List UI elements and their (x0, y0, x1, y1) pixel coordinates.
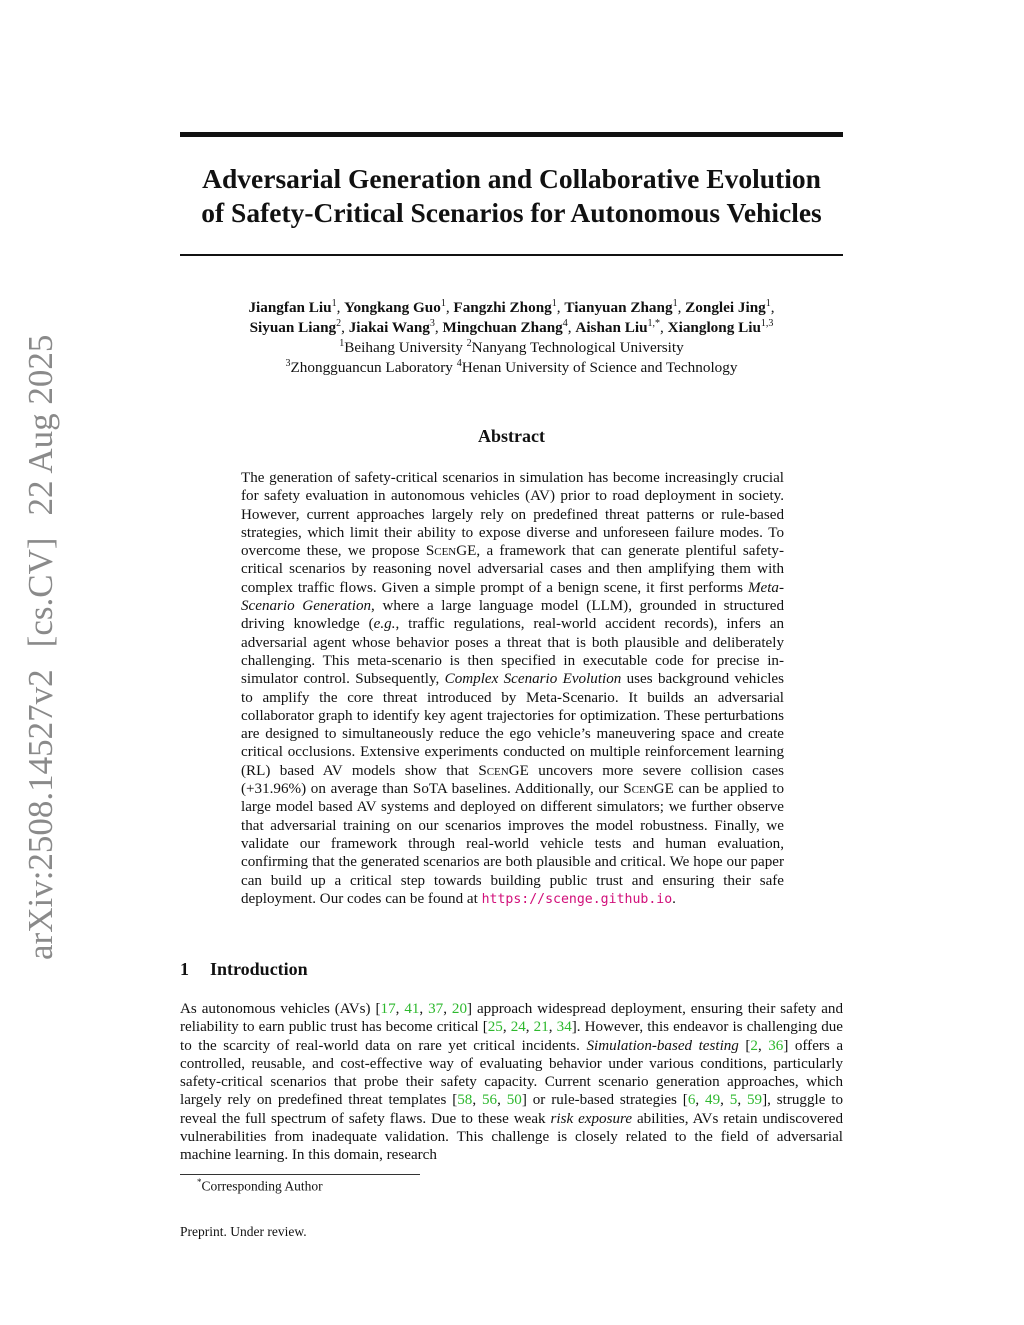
author-row-1: Jiangfan Liu$^1$, Yongkang Guo$^1$, Fangzhi Zhong$^1$, Tianyuan Zhang$^1$, Zonglei Jing$^1$, (248, 297, 775, 316)
emphasis-simulation-based-testing: Simulation-based testing (586, 1037, 739, 1054)
abstract-fragment: uses background vehicles to amplify the core threat introduced by Meta-Scenario. It builds an adversarial collaborator graph to identify key agent trajectories for optimization. These perturbations are designed to simultaneously reduce the ego vehicle’s maneuvering space and create critical occlusions. Extensive experiments conducted on multiple reinforcement learning (RL) based AV models show that (241, 671, 784, 779)
preprint-notice: Preprint. Under review. (180, 1224, 307, 1239)
citation-link[interactable]: 41 (404, 1001, 420, 1017)
citation-link[interactable]: 2 (750, 1037, 758, 1054)
author-name: Jiakai Wang (348, 319, 430, 336)
abstract-fragment: can be applied to large model based AV systems and deployed on different simulators; we further observe that adversarial training on our scenarios improves the model robustness. Finally, we validate our framework through real-world vehicle tests and human evaluation, confirming that the generated scenarios are both plausible and critical. We hope our paper can build up a critical step towards building public trust and ensuring their safe deployment. Our codes can be found at (241, 781, 784, 907)
affiliation-mark: 3 (285, 357, 291, 369)
footnote-mark: * (197, 1177, 202, 1187)
abstract-fragment: The generation of safety-critical scenarios in simulation has become increasingly crucial for safety evaluation in autonomous vehicles (AV) prior to road deployment in society. However, current approaches largely rely on predefined threat patterns or rule-based strategies, which limit their ability to expose diverse and unforeseen failure modes. To overcome these, we propose (241, 470, 784, 560)
author-name: Yongkang Guo (344, 299, 441, 316)
introduction-text: As autonomous vehicles (AVs) [17, 41, 37, 20] approach widespread deployment, ensuring their safety and reliability to earn public trust has become critical [25, 24, 21, 34]. However, this endeavor is challenging due to the scarcity of real-world data on rare yet critical incidents. Simulation-based testing [2, 36] offers a controlled, reusable, and cost-effective way of evaluating behavior under various conditions, particularly safety-critical scenarios that probe their safety capacity. Current scenario generation approaches, which largely rely on predefined threat templates [58, 56, 50] or rule-based strategies [6, 49, 5, 59], struggle to reveal the full spectrum of safety flaws. Due to these weak risk exposure abilities, AVs retain undiscovered vulnerabilities from inadequate validation. This challenge is closely related to the field of adversarial machine learning. In this domain, research (180, 1001, 844, 1164)
citation-link[interactable]: 24 (510, 1019, 526, 1036)
title-line-1: Adversarial Generation and Collaborative Evolution (202, 163, 821, 194)
citation-link[interactable]: 56 (481, 1092, 498, 1109)
arxiv-sidebar-stamp (19, 334, 63, 960)
abstract-heading: Abstract (478, 426, 545, 446)
citation-link[interactable]: 36 (768, 1037, 784, 1054)
arxiv-category: [cs.CV] (21, 537, 60, 648)
emphasis-eg: e.g. (373, 616, 396, 633)
affiliations-line-2 (180, 358, 843, 378)
abstract-fragment: , traffic regulations, real-world accident records), infers an adversarial agent whose behavior poses a threat that is both plausible and deliberately challenging. This meta-scenario is then specified in executable code for precise in-simulator control. Subsequently, (241, 616, 784, 688)
citation-link[interactable]: 37 (428, 1001, 444, 1017)
citation-link[interactable]: 6 (687, 1092, 696, 1109)
affiliation-name: Henan University of Science and Technology (461, 359, 738, 376)
citation-link[interactable]: 5 (729, 1092, 738, 1109)
arxiv-date: 22 Aug 2025 (21, 334, 60, 516)
affiliation-name: Zhongguancun Laboratory (290, 359, 453, 376)
abstract-fragment: . (672, 890, 676, 907)
citation-link[interactable]: 49 (705, 1092, 721, 1109)
affiliation-name: Beihang University (344, 339, 463, 356)
affiliation-mark: 4 (456, 357, 462, 369)
citation-link[interactable]: 50 (506, 1092, 522, 1109)
author-name: Siyuan Liang (249, 319, 337, 336)
framework-name: ScenGE (425, 543, 477, 560)
affiliation-mark: 1 (551, 297, 557, 309)
intro-fragment: ]. However, this endeavor is challenging due to the scarcity of real-world data on rare yet critical incidents. (180, 1019, 844, 1054)
intro-fragment: ] or rule-based strategies [ (521, 1092, 688, 1109)
intro-fragment: ], struggle to reveal the full spectrum of safety flaws. Due to these weak (180, 1092, 844, 1127)
affiliations-line-1 (180, 338, 843, 358)
citation-link[interactable]: 58 (457, 1092, 473, 1109)
framework-name: ScenGE (623, 781, 674, 798)
section-number: 1 (180, 959, 189, 979)
affiliation-mark: 1 (672, 297, 678, 309)
intro-fragment: [ (738, 1037, 751, 1054)
author-name: Aishan Liu (575, 319, 648, 336)
author-name: Fangzhi Zhong (453, 299, 552, 316)
author-row-2: Siyuan Liang$^2$, Jiakai Wang$^3$, Mingchuan Zhang$^4$, Aishan Liu$^{1,*}$, Xianglong Liu$^{1,3}$ (249, 317, 774, 336)
intro-fragment: abilities, AVs retain undiscovered vulnerabilities from inadequate validation. This challenge is closely related to the field of adversarial machine learning. In this domain, research (180, 1110, 843, 1164)
title-line-2: of Safety-Critical Scenarios for Autonomous Vehicles (201, 197, 822, 228)
citation-link[interactable]: 34 (556, 1019, 572, 1036)
affiliation-mark: 1,* (647, 317, 661, 329)
citation-link[interactable]: 21 (533, 1019, 549, 1036)
abstract-fragment: , where a large language model (LLM), grounded in structured driving knowledge ( (241, 598, 784, 633)
affiliation-mark: 1 (765, 297, 771, 309)
framework-name: ScenGE (478, 762, 529, 779)
footnote (197, 1177, 323, 1195)
title-bottom-rule (180, 254, 843, 256)
affiliation-mark: 2 (336, 317, 342, 329)
citation-link[interactable]: 25 (487, 1019, 503, 1036)
author-name: Zonglei Jing (685, 299, 766, 316)
citation-link[interactable]: 20 (451, 1001, 467, 1017)
affiliation-mark: 1 (331, 297, 337, 309)
emphasis-complex-scenario-evolution: Complex Scenario Evolution (444, 671, 622, 688)
citation-link[interactable]: 59 (747, 1092, 763, 1109)
emphasis-meta-scenario-generation: Meta-Scenario Generation (241, 579, 784, 615)
author-name: Tianyuan Zhang (564, 299, 673, 316)
section-heading (180, 959, 308, 980)
abstract-text (241, 469, 784, 909)
abstract-fragment: uncovers more severe collision cases (+31.96%) on average than SoTA baselines. Additionally, our (241, 762, 784, 798)
arxiv-id: arXiv:2508.14527v2 (21, 669, 60, 960)
citation-link[interactable]: 17 (380, 1001, 396, 1017)
affiliation-mark: 1 (339, 337, 345, 349)
intro-fragment: As autonomous vehicles (AVs) [ (180, 1001, 381, 1017)
intro-fragment: ] offers a controlled, reusable, and cost-effective way of evaluating behavior under various conditions, particularly safety-critical scenarios that probe their safety capacity. Current scenario generation approaches, which largely rely on predefined threat templates [ (180, 1037, 844, 1109)
emphasis-risk-exposure: risk exposure (550, 1110, 633, 1127)
affiliation-mark: 2 (466, 337, 472, 349)
author-block (180, 298, 843, 378)
author-name: Mingchuan Zhang (442, 319, 563, 336)
affiliation-name: Nanyang Technological University (471, 339, 684, 356)
paper-title (180, 162, 843, 230)
affiliation-mark: 1 (440, 297, 446, 309)
author-name: Jiangfan Liu (248, 299, 332, 316)
author-name: Xianglong Liu (667, 319, 761, 336)
affiliation-mark: 3 (429, 317, 435, 329)
footnote-text: Corresponding Author (201, 1178, 323, 1194)
affiliation-mark: 1,3 (760, 317, 774, 329)
intro-fragment: ] approach widespread deployment, ensuring their safety and reliability to earn public trust has become critical [ (180, 1001, 844, 1036)
abstract-fragment: , a framework that can generate plentiful safety-critical scenarios by reasoning novel adversarial cases and then amplifying them with complex traffic flows. Given a simple prompt of a benign scene, it first performs (241, 543, 784, 596)
affiliation-mark: 4 (562, 317, 568, 329)
footnote-rule (180, 1174, 420, 1175)
section-title: Introduction (210, 959, 308, 979)
project-link[interactable]: https://scenge.github.io (481, 891, 673, 907)
title-top-rule (180, 132, 843, 137)
